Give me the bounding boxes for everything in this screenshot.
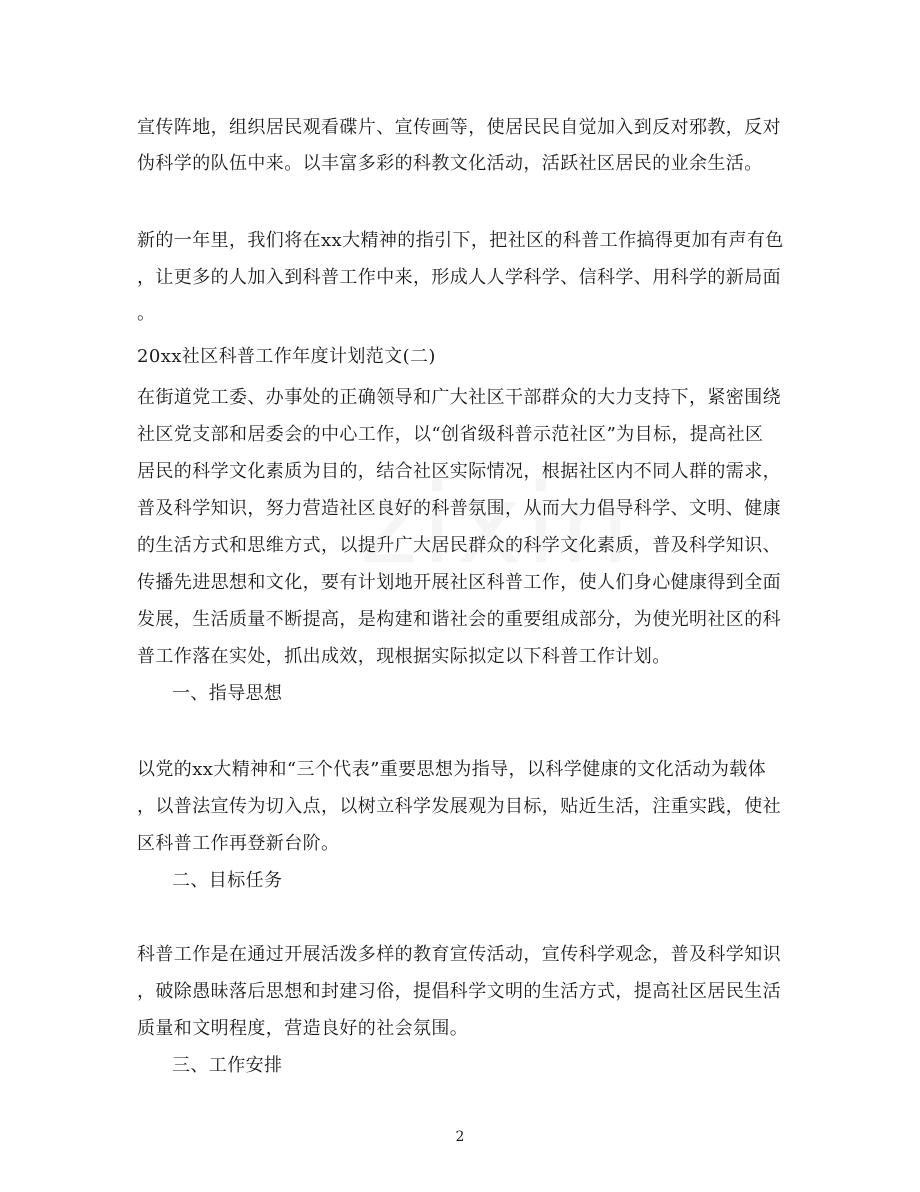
paragraph-line: 科普工作是在通过开展活泼多样的教育宣传活动，宣传科学观念，普及科学知识 [137, 944, 781, 965]
paragraph-line: 发展，生活质量不断提高，是构建和谐社会的重要组成部分，为使光明社区的科 [137, 609, 781, 630]
paragraph-line: 普工作落在实处，抓出成效，现根据实际拟定以下科普工作计划。 [137, 646, 671, 667]
paragraph-line: 以党的xx大精神和“三个代表”重要思想为指导，以科学健康的文化活动为载体 [137, 759, 767, 780]
paragraph-line: 社区党支部和居委会的中心工作，以“创省级科普示范社区”为目标，提高社区 [137, 424, 764, 445]
paragraph-line: 区科普工作再登新台阶。 [137, 833, 340, 854]
section-heading: 一、指导思想 [172, 683, 283, 704]
section-title: 20xx社区科普工作年度计划范文(二) [137, 346, 436, 367]
section-heading: 二、目标任务 [172, 870, 283, 891]
paragraph-line: ，让更多的人加入到科普工作中来，形成人人学科学、信科学、用科学的新局面 [137, 267, 781, 288]
paragraph-line: 普及科学知识，努力营造社区良好的科普氛围，从而大力倡导科学、文明、健康 [137, 498, 781, 519]
paragraph-line: 传播先进思想和文化，要有计划地开展社区科普工作，使人们身心健康得到全面 [137, 572, 781, 593]
paragraph-line: 的生活方式和思维方式，以提升广大居民群众的科学文化素质，普及科学知识、 [137, 535, 781, 556]
paragraph-line: 居民的科学文化素质为目的，结合社区实际情况，根据社区内不同人群的需求， [137, 461, 781, 482]
paragraph-line: 伪科学的队伍中来。以丰富多彩的科教文化活动，活跃社区居民的业余生活。 [137, 153, 763, 174]
paragraph-line: 宣传阵地，组织居民观看碟片、宣传画等，使居民民自觉加入到反对邪教，反对 [137, 117, 781, 138]
paragraph-line: 质量和文明程度，营造良好的社会氛围。 [137, 1018, 469, 1039]
paragraph-line: 在街道党工委、办事处的正确领导和广大社区干部群众的大力支持下，紧密围绕 [137, 387, 781, 408]
page-number: 2 [455, 1129, 465, 1145]
section-heading: 三、工作安排 [172, 1055, 283, 1076]
paragraph-line: 新的一年里，我们将在xx大精神的指引下，把社区的科普工作搞得更加有声有色 [137, 230, 784, 251]
paragraph-line: 。 [137, 303, 156, 324]
paragraph-line: ，破除愚昧落后思想和封建习俗，提倡科学文明的生活方式，提高社区居民生活 [137, 981, 781, 1002]
paragraph-line: ，以普法宣传为切入点，以树立科学发展观为目标，贴近生活，注重实践，使社 [137, 796, 781, 817]
